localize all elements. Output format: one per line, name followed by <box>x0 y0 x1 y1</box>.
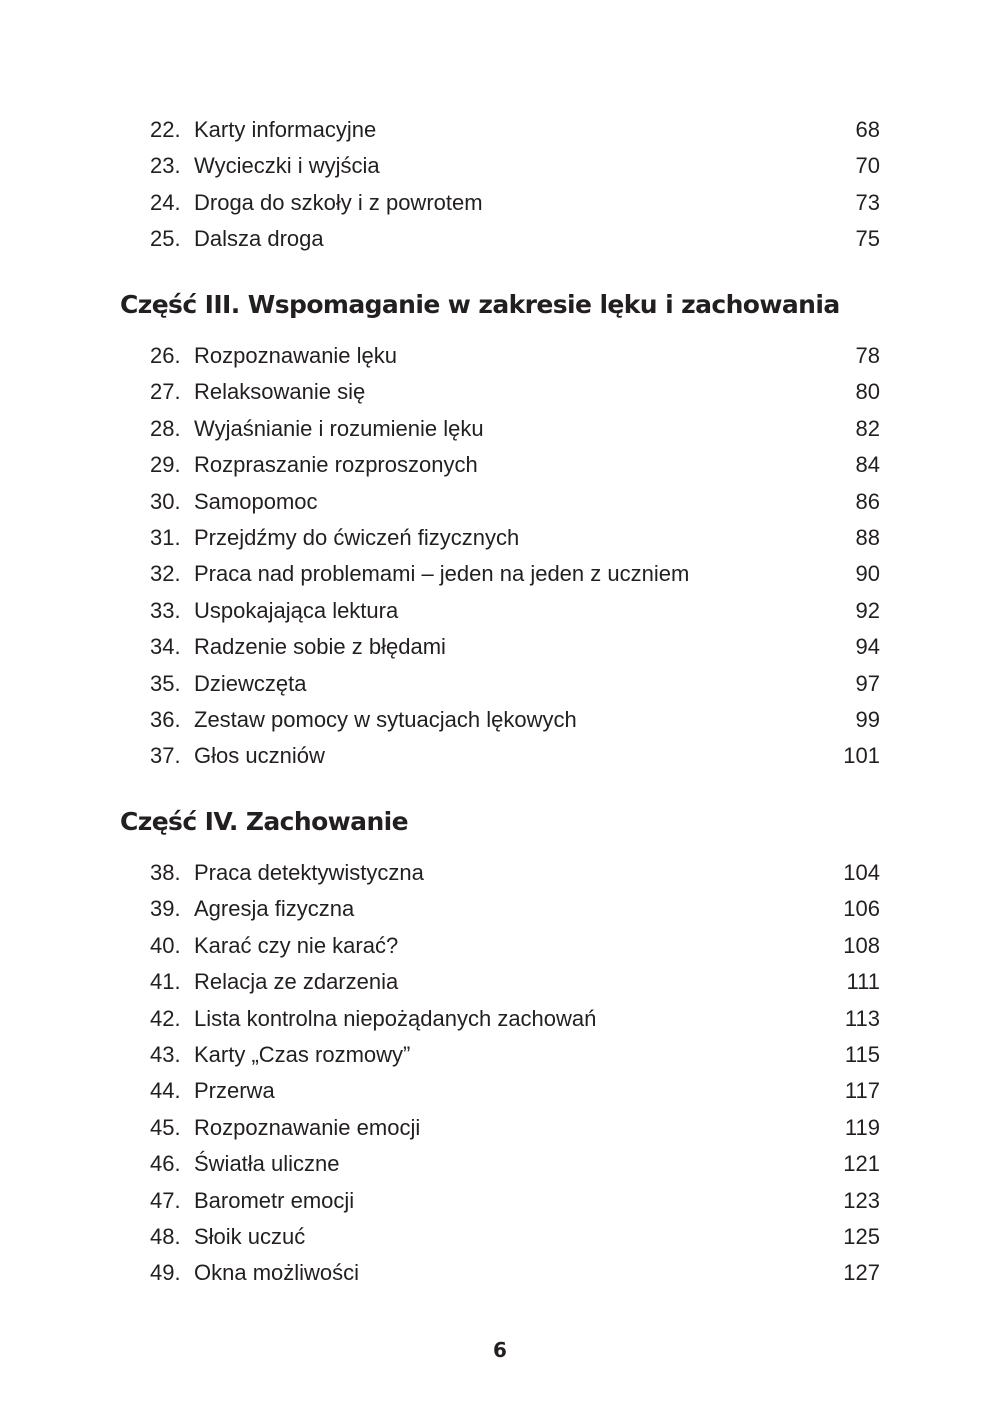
entry-page: 70 <box>852 148 880 184</box>
entry-title: Lista kontrolna niepożądanych zachowań <box>194 1001 602 1037</box>
entry-page: 99 <box>852 702 880 738</box>
entry-page: 119 <box>841 1110 880 1146</box>
entry-title: Karać czy nie karać? <box>194 928 404 964</box>
entry-number: 38. <box>150 860 181 885</box>
toc-entry[interactable] <box>150 855 880 891</box>
entry-page: 68 <box>852 112 880 148</box>
entry-title: Wyjaśnianie i rozumienie lęku <box>194 411 490 447</box>
entry-number: 49. <box>150 1260 181 1286</box>
entry-number: 45. <box>150 1114 181 1140</box>
toc-block-part4 <box>150 855 880 1292</box>
entry-number: 33. <box>150 597 181 623</box>
entry-number: 26. <box>150 343 181 368</box>
entry-title: Dalsza droga <box>194 221 330 257</box>
entry-page: 104 <box>839 855 880 891</box>
toc-entry[interactable] <box>150 338 880 374</box>
entry-title: Radzenie sobie z błędami <box>194 629 452 665</box>
entry-title: Karty informacyjne <box>194 112 382 148</box>
toc-entry[interactable] <box>150 928 880 964</box>
entry-page: 94 <box>852 629 880 665</box>
entry-title: Słoik uczuć <box>194 1219 311 1255</box>
entry-number: 47. <box>150 1187 181 1213</box>
entry-title: Wycieczki i wyjścia <box>194 148 386 184</box>
entry-number: 29. <box>150 452 181 478</box>
entry-number: 25. <box>150 226 181 252</box>
toc-entry[interactable] <box>150 738 880 774</box>
entry-title: Samopomoc <box>194 484 324 520</box>
entry-page: 121 <box>839 1146 880 1182</box>
section-heading-part4: Część IV. Zachowanie <box>120 807 408 836</box>
toc-entry[interactable] <box>150 148 880 184</box>
toc-entry[interactable] <box>150 964 880 1000</box>
toc-entry[interactable] <box>150 629 880 665</box>
toc-block-part2-end <box>150 112 880 258</box>
page-number: 6 <box>493 1338 507 1362</box>
entry-number: 24. <box>150 189 181 215</box>
entry-page: 117 <box>841 1073 880 1109</box>
entry-title: Przejdźmy do ćwiczeń fizycznych <box>194 520 525 556</box>
entry-title: Przerwa <box>194 1073 281 1109</box>
entry-page: 84 <box>852 447 880 483</box>
entry-page: 127 <box>839 1255 880 1291</box>
toc-entry[interactable] <box>150 702 880 738</box>
entry-number: 40. <box>150 932 181 958</box>
entry-number: 43. <box>150 1041 181 1067</box>
toc-entry[interactable] <box>150 556 880 592</box>
entry-number: 41. <box>150 969 181 995</box>
entry-page: 90 <box>852 556 880 592</box>
toc-entry[interactable] <box>150 112 880 148</box>
toc-entry[interactable] <box>150 666 880 702</box>
entry-title: Uspokajająca lektura <box>194 593 404 629</box>
toc-entry[interactable] <box>150 185 880 221</box>
entry-number: 42. <box>150 1005 181 1031</box>
entry-page: 82 <box>852 411 880 447</box>
entry-number: 39. <box>150 896 181 922</box>
entry-page: 78 <box>852 338 880 374</box>
entry-number: 30. <box>150 488 181 514</box>
toc-entry[interactable] <box>150 520 880 556</box>
entry-number: 34. <box>150 634 181 660</box>
toc-entry[interactable] <box>150 1219 880 1255</box>
entry-title: Praca detektywistyczna <box>194 855 430 891</box>
entry-page: 106 <box>839 891 880 927</box>
entry-title: Relacja ze zdarzenia <box>194 964 404 1000</box>
toc-entry[interactable] <box>150 1037 880 1073</box>
toc-entry[interactable] <box>150 484 880 520</box>
entry-number: 36. <box>150 706 181 732</box>
entry-number: 22. <box>150 117 181 142</box>
toc-entry[interactable] <box>150 593 880 629</box>
entry-title: Dziewczęta <box>194 666 312 702</box>
entry-page: 92 <box>852 593 880 629</box>
entry-page: 111 <box>843 964 880 1000</box>
entry-title: Głos uczniów <box>194 738 331 774</box>
entry-title: Praca nad problemami – jeden na jeden z uczniem <box>194 556 695 592</box>
entry-page: 123 <box>839 1183 880 1219</box>
section-heading-part3: Część III. Wspomaganie w zakresie lęku i zachowania <box>120 290 840 319</box>
toc-block-part3 <box>150 338 880 775</box>
entry-page: 88 <box>852 520 880 556</box>
entry-number: 31. <box>150 524 181 550</box>
toc-entry[interactable] <box>150 1073 880 1109</box>
toc-entry[interactable] <box>150 1183 880 1219</box>
entry-title: Droga do szkoły i z powrotem <box>194 185 489 221</box>
entry-number: 48. <box>150 1223 181 1249</box>
entry-page: 80 <box>852 374 880 410</box>
toc-entry[interactable] <box>150 1255 880 1291</box>
entry-page: 113 <box>841 1001 880 1037</box>
entry-number: 37. <box>150 743 181 769</box>
entry-page: 73 <box>852 185 880 221</box>
entry-number: 35. <box>150 670 181 696</box>
toc-entry[interactable] <box>150 1146 880 1182</box>
entry-title: Okna możliwości <box>194 1255 365 1291</box>
entry-number: 32. <box>150 561 181 587</box>
entry-title: Światła uliczne <box>194 1146 346 1182</box>
entry-title: Barometr emocji <box>194 1183 360 1219</box>
entry-title: Relaksowanie się <box>194 374 371 410</box>
toc-entry[interactable] <box>150 891 880 927</box>
entry-page: 75 <box>852 221 880 257</box>
entry-title: Rozpoznawanie lęku <box>194 338 403 374</box>
entry-number: 27. <box>150 379 181 405</box>
entry-number: 46. <box>150 1151 181 1177</box>
entry-title: Karty „Czas rozmowy” <box>194 1037 416 1073</box>
entry-page: 97 <box>852 666 880 702</box>
entry-number: 44. <box>150 1078 181 1104</box>
toc-entry[interactable] <box>150 1110 880 1146</box>
toc-entry[interactable] <box>150 1001 880 1037</box>
entry-title: Zestaw pomocy w sytuacjach lękowych <box>194 702 583 738</box>
entry-number: 28. <box>150 415 181 441</box>
entry-page: 115 <box>841 1037 880 1073</box>
entry-page: 86 <box>852 484 880 520</box>
entry-page: 101 <box>839 738 880 774</box>
toc-entry[interactable] <box>150 411 880 447</box>
toc-entry[interactable] <box>150 447 880 483</box>
entry-page: 108 <box>839 928 880 964</box>
entry-number: 23. <box>150 153 181 179</box>
toc-entry[interactable] <box>150 374 880 410</box>
toc-entry[interactable] <box>150 221 880 257</box>
entry-page: 125 <box>839 1219 880 1255</box>
entry-title: Agresja fizyczna <box>194 891 360 927</box>
entry-title: Rozpraszanie rozproszonych <box>194 447 484 483</box>
entry-title: Rozpoznawanie emocji <box>194 1110 426 1146</box>
